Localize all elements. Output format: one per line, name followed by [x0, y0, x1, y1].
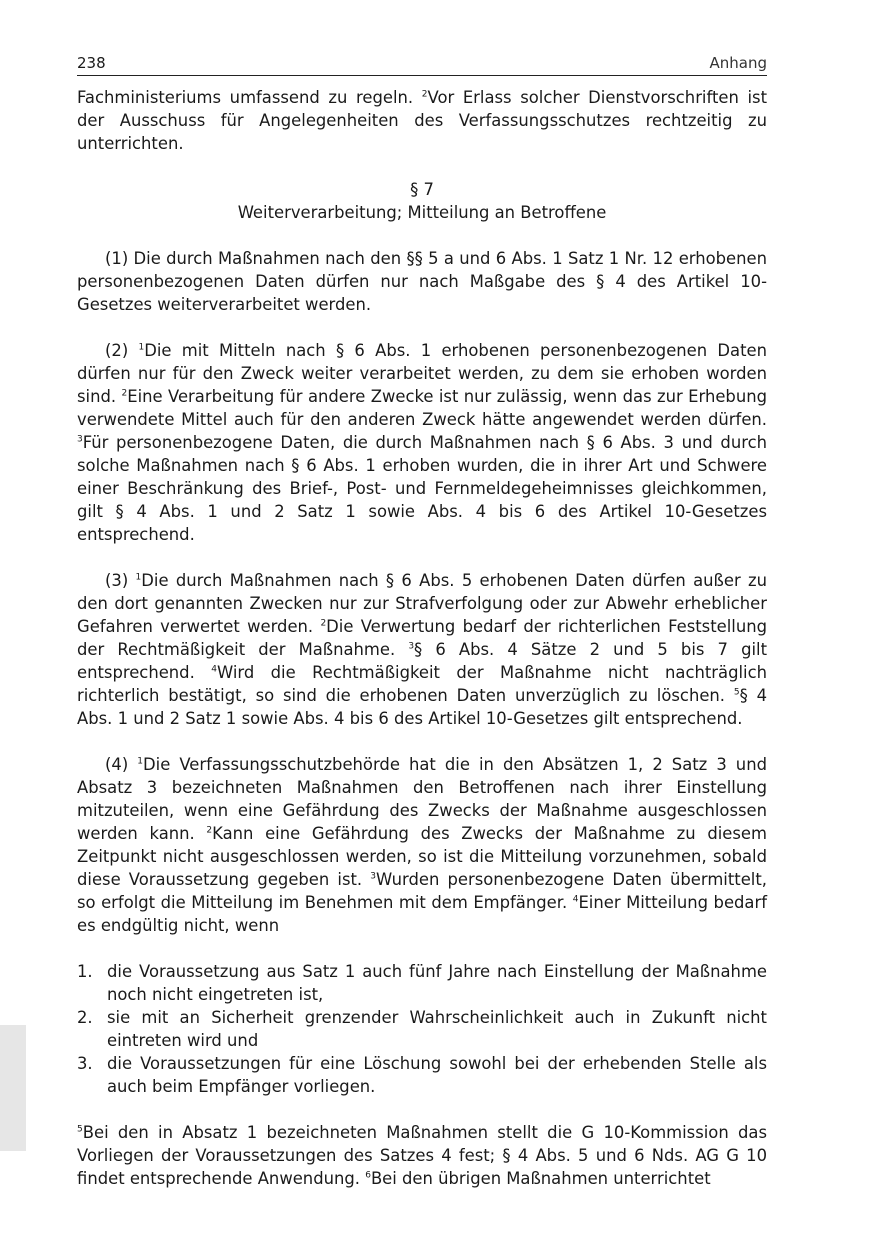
- section-heading-title: Weiterverarbeitung; Mitteilung an Betroffene: [237, 203, 607, 222]
- paragraph-4: (4) $^1$Die Verfassungsschutzbehörde hat die in den Absätzen 1, 2 Satz 3 und Absatz 3 bezeichneten Maßnahmen den Betroffenen nach ihrer Einstellung mitzuteilen, wenn eine Gefährdung des Zwecks der Maßnahme ausgeschlossen werden kann. $^2$Kann eine Gefährdung des Zwecks der Maßnahme zu diesem Zeitpunkt nicht ausgeschlossen werden, so ist die Mitteilung vorzunehmen, sobald diese Voraussetzung gegeben ist. $^3$Wurden personenbezogene Daten übermittelt, so erfolgt die Mitteilung im Benehmen mit dem Empfänger. $^4$Einer Mitteilung bedarf es endgültig nicht, wenn: [77, 755, 767, 935]
- section-heading: [77, 178, 767, 224]
- paragraph-2: (2) $^1$Die mit Mitteln nach § 6 Abs. 1 erhobenen personenbezogenen Daten dürfen nur für den Zweck weiter verarbeitet werden, zu dem sie erhoben worden sind. $^2$Eine Verarbeitung für andere Zwecke ist nur zulässig, wenn das zur Erhebung verwendete Mittel auch für den anderen Zweck hätte angewendet werden dürfen. $^3$Für personenbezogene Daten, die durch Maßnahmen nach § 6 Abs. 3 und durch solche Maßnahmen nach § 6 Abs. 1 erhoben wurden, die in ihrer Art und Schwere einer Beschränkung des Brief-, Post- und Fernmeldegeheimnisses gleichkommen, gilt § 4 Abs. 1 und 2 Satz 1 sowie Abs. 4 bis 6 des Artikel 10-Gesetzes entsprechend.: [77, 341, 768, 544]
- page-header: [77, 52, 767, 76]
- paragraph-3: (3) $^1$Die durch Maßnahmen nach § 6 Abs. 5 erhobenen Daten dürfen außer zu den dort genannten Zwecken nur zur Strafverfolgung oder zur Abwehr erheblicher Gefahren verwertet werden. $^2$Die Verwertung bedarf der richterlichen Feststellung der Rechtmäßigkeit der Maßnahme. $^3$§ 6 Abs. 4 Sätze 2 und 5 bis 7 gilt entsprechend. $^4$Wird die Rechtmäßigkeit der Maßnahme nicht nachträglich richterlich bestätigt, so sind die erhobenen Daten unverzüglich zu löschen. $^5$§ 4 Abs. 1 und 2 Satz 1 sowie Abs. 4 bis 6 des Artikel 10-Gesetzes gilt entsprechend.: [77, 571, 768, 728]
- thumb-index-tab: [0, 1025, 26, 1151]
- list-item: 2. sie mit an Sicherheit grenzender Wahrscheinlichkeit auch in Zukunft nicht eintreten wird und: [77, 1008, 767, 1050]
- section-title: Anhang: [709, 54, 767, 72]
- final-paragraph: $^5$Bei den in Absatz 1 bezeichneten Maßnahmen stellt die G 10-Kommission das Vorliegen der Voraussetzungen des Satzes 4 fest; § 4 Abs. 5 und 6 Nds. AG G 10 findet entsprechende Anwendung. $^6$Bei den übrigen Maßnahmen unterrichtet: [77, 1123, 767, 1188]
- page-number: 238: [77, 54, 106, 72]
- list-item: 3. die Voraussetzungen für eine Löschung sowohl bei der erhebenden Stelle als auch beim Empfänger vorliegen.: [77, 1054, 767, 1096]
- paragraph-1: (1) Die durch Maßnahmen nach den §§ 5 a und 6 Abs. 1 Satz 1 Nr. 12 erhobenen personenbezogenen Daten dürfen nur nach Maßgabe des § 4 des Artikel 10-Gesetzes weiterverarbeitet werden.: [77, 249, 767, 314]
- list-item: 1. die Voraussetzung aus Satz 1 auch fünf Jahre nach Einstellung der Maßnahme noch nicht eingetreten ist,: [77, 962, 767, 1004]
- intro-paragraph: Fachministeriums umfassend zu regeln. $^2$Vor Erlass solcher Dienstvorschriften ist der Ausschuss für Angelegenheiten des Verfassungsschutzes rechtzeitig zu unterrichten.: [77, 88, 768, 153]
- page-body: [77, 86, 767, 1190]
- section-number: § 7: [410, 180, 434, 199]
- numbered-list: [77, 960, 767, 1098]
